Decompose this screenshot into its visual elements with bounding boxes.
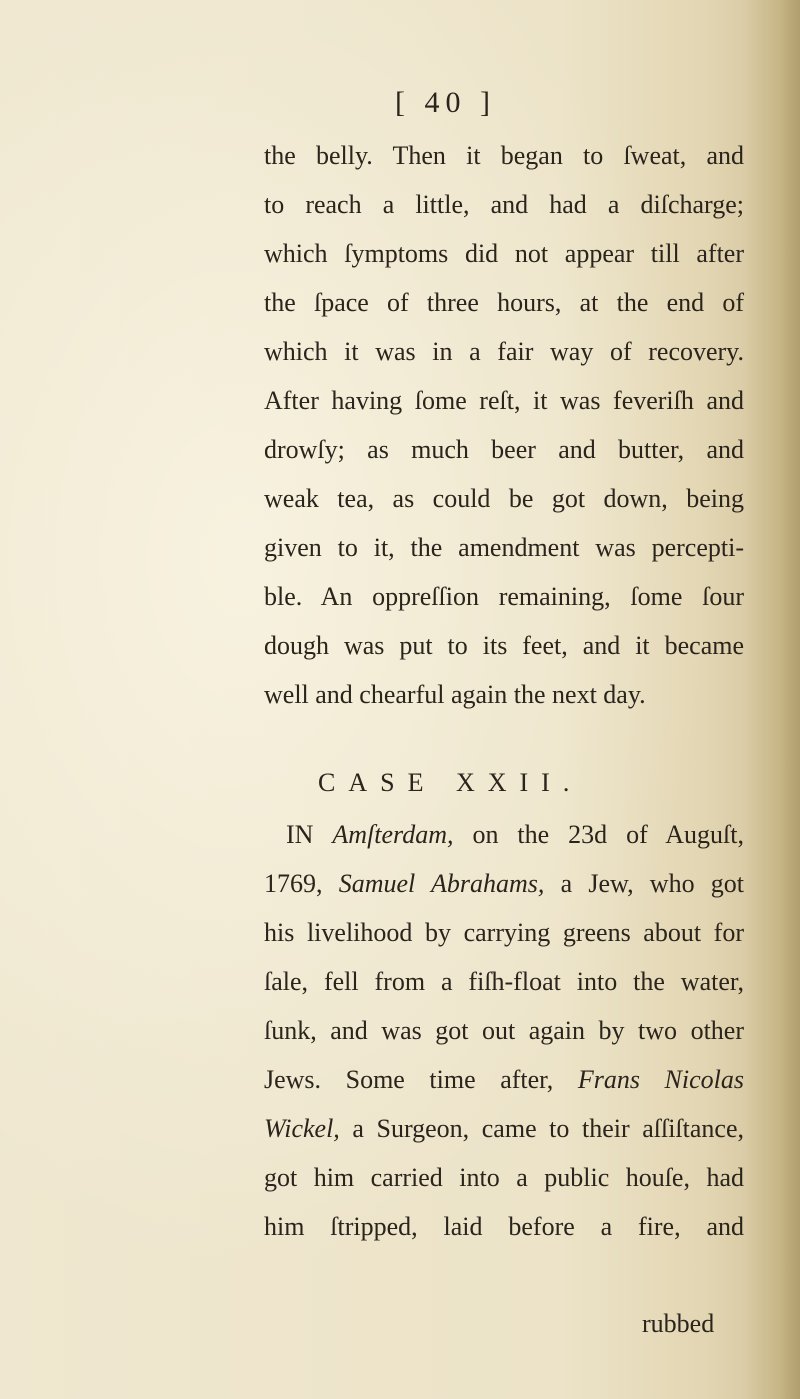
case-text [264,810,744,1251]
person-name: Frans Nicolas [577,1065,744,1094]
text-line: which it was in a fair way of recovery. [264,337,744,366]
text-line: Jews. Some time after, Frans Nicolas [264,1065,744,1094]
catchword: rubbed [642,1309,715,1338]
text-line: got him carried into a public houſe, had [264,1163,744,1192]
text-line: After having ſome reſt, it was feveriſh and [264,386,744,415]
text-line: drowſy; as much beer and butter, and [264,435,744,464]
text-line: which ſymptoms did not appear till after [264,239,744,268]
page-edge-shadow [745,0,800,1399]
text-line: Wickel, a Surgeon, came to their aſſiſtance, [264,1114,744,1143]
text-line: 1769, Samuel Abrahams, a Jew, who got [264,869,744,898]
text-line: ſale, fell from a fiſh-float into the water, [264,967,744,996]
person-name: Wickel, [264,1114,340,1143]
text-line: weak tea, as could be got down, being [264,484,744,513]
text-line: the belly. Then it began to ſweat, and [264,141,744,170]
case-heading: CASE XXII. [318,768,583,797]
text-line: given to it, the amendment was percepti- [264,533,744,562]
text-line: well and chearful again the next day. [264,680,646,709]
body-text [264,131,744,719]
text-line: dough was put to its feet, and it became [264,631,744,660]
text-line: ble. An oppreſſion remaining, ſome ſour [264,582,744,611]
person-name: Samuel Abrahams, [338,869,545,898]
text-line: ſunk, and was got out again by two other [264,1016,744,1045]
text-line: him ſtripped, laid before a fire, and [264,1212,744,1241]
text-line: IN Amſterdam, on the 23d of Auguſt, [286,820,744,849]
text-line: to reach a little, and had a diſcharge; [264,190,744,219]
place-name: Amſterdam, [332,820,454,849]
page-number: [ 40 ] [395,86,496,119]
text-line: the ſpace of three hours, at the end of [264,288,744,317]
text-line: his livelihood by carrying greens about for [264,918,744,947]
